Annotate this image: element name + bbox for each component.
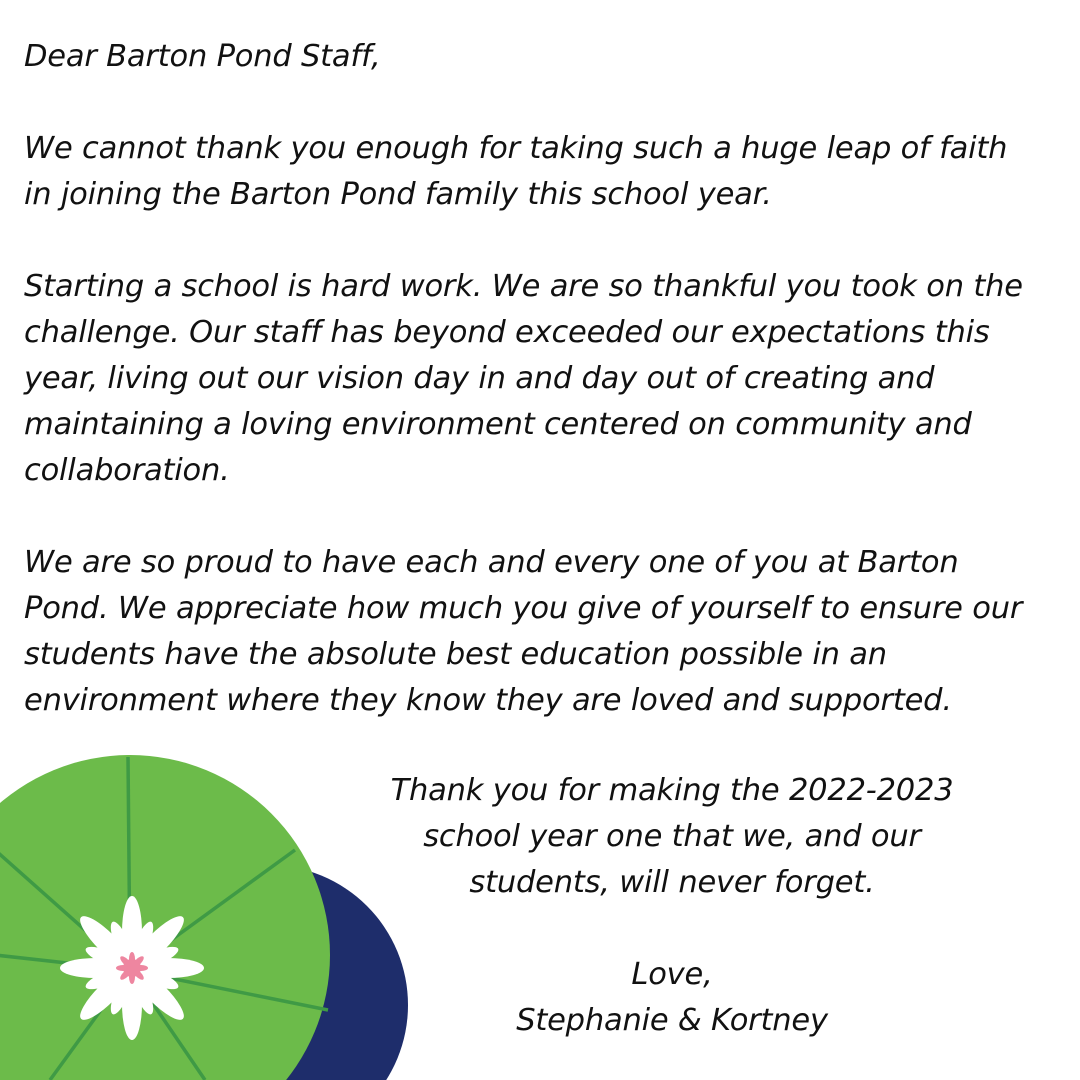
closing-line: school year one that we, and our	[423, 819, 921, 854]
green-lily-pad	[0, 755, 330, 1080]
paragraph-line: We cannot thank you enough for taking such a huge leap of faith	[24, 131, 1008, 166]
paragraph-line: We are so proud to have each and every one of you at Barton	[24, 545, 959, 580]
paragraph-line: Pond. We appreciate how much you give of yourself to ensure our	[24, 591, 1023, 626]
closing-line: Thank you for making the 2022-2023	[390, 773, 954, 808]
paragraph-line: in joining the Barton Pond family this school year.	[24, 177, 772, 212]
closing-block	[300, 768, 1044, 1044]
closing-line: students, will never forget.	[469, 865, 875, 900]
paragraph-line: students have the absolute best education possible in an	[24, 637, 887, 672]
paragraph-line: year, living out our vision day in and day out of creating and	[24, 361, 935, 396]
paragraph-line: collaboration.	[24, 453, 230, 488]
sign-off: Love,	[631, 957, 713, 992]
flower-center	[116, 952, 148, 984]
paragraph-line: maintaining a loving environment centered on community and	[24, 407, 972, 442]
paragraph-line: environment where they know they are loved and supported.	[24, 683, 952, 718]
paragraph-line: challenge. Our staff has beyond exceeded our expectations this	[24, 315, 990, 350]
paragraph-line: Starting a school is hard work. We are so thankful you took on the	[24, 269, 1023, 304]
water-lily-flower-icon	[60, 896, 204, 1040]
signature: Stephanie & Kortney	[516, 1003, 828, 1038]
closing-spacer	[300, 906, 1044, 952]
greeting-line: Dear Barton Pond Staff,	[24, 39, 381, 74]
